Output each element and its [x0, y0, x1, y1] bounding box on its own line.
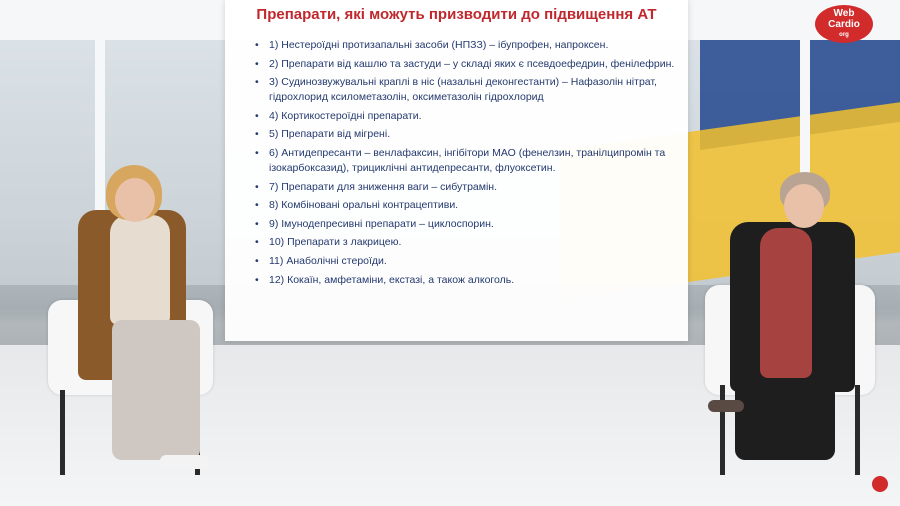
list-item: • 12) Кокаїн, амфетаміни, екстазі, а також алкоголь.: [255, 273, 675, 288]
list-item: • 9) Імунодепресивні препарати – циклоспорин.: [255, 217, 675, 232]
list-item: • 6) Антидепресанти – венлафаксин, інгібітори МАО (фенелзин, транілципромін та ізокарбоксазид), трициклічні антидепресанти, флуоксетин.: [255, 146, 675, 176]
slide-title: Препарати, які можуть призводити до підвищення АТ: [256, 6, 657, 23]
list-item: • 1) Нестероїдні протизапальні засоби (НПЗЗ) – ібупрофен, напроксен.: [255, 38, 675, 53]
list-item: • 8) Комбіновані оральні контрацептиви.: [255, 198, 675, 213]
list-item: • 4) Кортикостероїдні препарати.: [255, 109, 675, 124]
slide-panel: [225, 0, 688, 341]
right-chair-leg: [720, 385, 725, 475]
left-speaker-legs: [112, 320, 200, 460]
list-item: • 5) Препарати від мігрені.: [255, 127, 675, 142]
logo-line-3: org: [839, 32, 849, 38]
list-item: • 7) Препарати для зниження ваги – сибутрамін.: [255, 180, 675, 195]
right-chair-leg: [855, 385, 860, 475]
right-speaker-face: [784, 184, 824, 228]
right-speaker-shoe: [708, 400, 744, 412]
left-speaker-shoe: [160, 455, 208, 469]
right-speaker-scarf: [760, 228, 812, 378]
left-chair-leg: [60, 390, 65, 475]
list-item: • 3) Судинозвужувальні краплі в ніс (назальні деконгестанти) – Нафазолін нітрат, гідрохлорид ксилометазолін, оксиметазолін гідрохлорид: [255, 75, 675, 105]
list-item: • 11) Анаболічні стероїди.: [255, 254, 675, 269]
right-speaker-legs: [735, 380, 835, 460]
slide-bullet-list: [255, 38, 675, 291]
list-item: • 2) Препарати від кашлю та застуди – у складі яких є псевдоефедрин, фенілефрин.: [255, 57, 675, 72]
left-speaker-blouse: [110, 215, 170, 325]
list-item: • 10) Препарати з лакрицею.: [255, 235, 675, 250]
logo-line-2: Cardio: [828, 19, 860, 30]
left-speaker-face: [115, 178, 155, 222]
webcardio-logo: [815, 5, 873, 43]
corner-logo-icon: [872, 476, 888, 492]
logo-line-1: Web: [833, 8, 855, 19]
